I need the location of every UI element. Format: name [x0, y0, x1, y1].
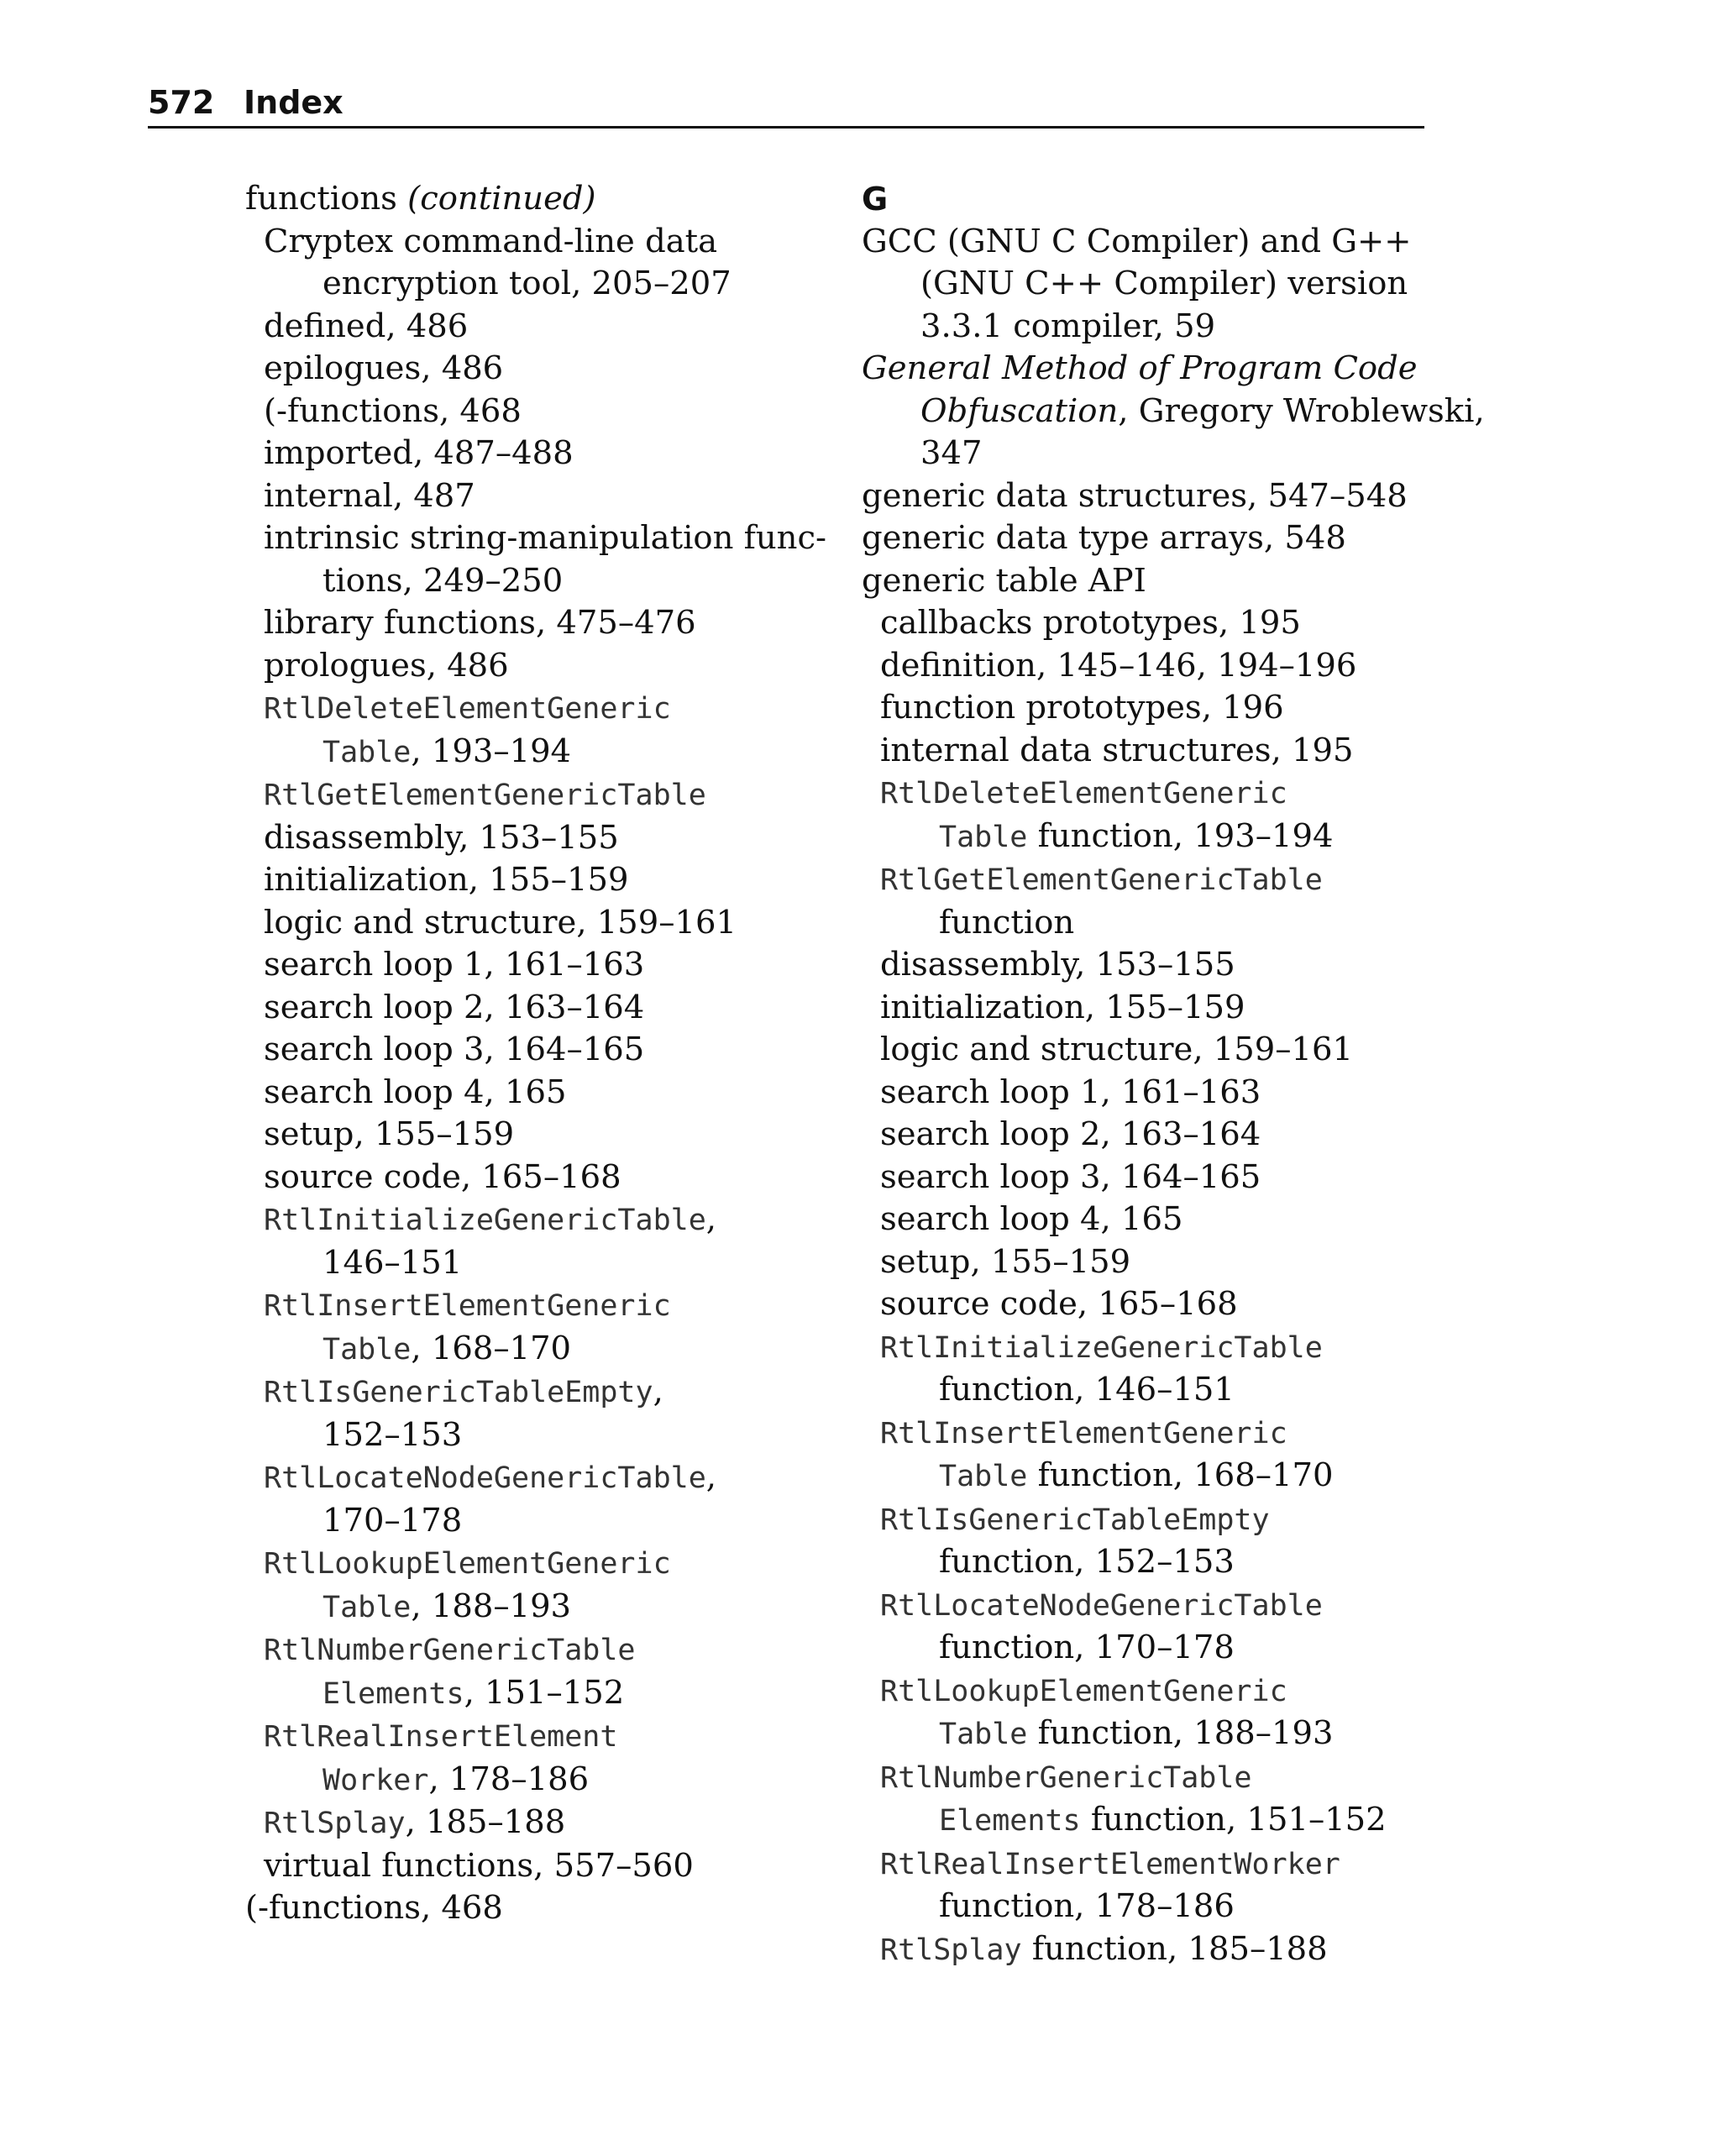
- index-entry: [862, 1756, 1433, 1843]
- entry-text: source code, 165–168: [264, 1157, 621, 1196]
- entry-text: 170–178: [322, 1501, 463, 1540]
- index-entry: [245, 1542, 850, 1629]
- index-entry: [245, 1802, 850, 1845]
- entry-text: function, 185–188: [1021, 1929, 1328, 1968]
- index-letter-heading: G: [862, 181, 889, 218]
- entry-text: encryption tool, 205–207: [322, 265, 732, 302]
- index-entry: [245, 306, 850, 349]
- code-term: RtlIsGenericTableEmpty: [264, 1376, 653, 1409]
- index-entry: [245, 645, 850, 688]
- entry-text: tions, 249–250: [322, 561, 564, 600]
- index-entry: [245, 1072, 850, 1115]
- entry-text: disassembly, 153–155: [880, 946, 1235, 984]
- page-number: 572: [148, 84, 215, 121]
- entry-text: ,: [653, 1372, 663, 1410]
- code-term: Table: [939, 820, 1028, 854]
- index-entry: [245, 774, 850, 817]
- index-entry: [245, 1114, 850, 1157]
- entry-text: search loop 4, 165: [264, 1073, 567, 1111]
- entry-text: definition, 145–146, 194–196: [880, 646, 1357, 685]
- italic-term: (continued): [407, 180, 596, 218]
- code-term: Elements: [322, 1676, 464, 1711]
- index-entry: [862, 1412, 1433, 1498]
- entry-text: virtual functions, 557–560: [264, 1846, 694, 1885]
- code-term: RtlLookupElementGeneric: [264, 1547, 671, 1581]
- index-entry: [245, 221, 850, 306]
- code-term: RtlLookupElementGeneric: [880, 1674, 1287, 1708]
- entry-text: function, 170–178: [939, 1629, 1235, 1666]
- entry-text: function, 151–152: [1080, 1801, 1387, 1839]
- index-entry: [862, 1029, 1433, 1072]
- entry-text: search loop 4, 165: [880, 1200, 1183, 1238]
- index-entry: [862, 348, 1485, 475]
- code-term: RtlSplay: [880, 1933, 1022, 1967]
- entry-text: , 168–170: [411, 1329, 572, 1367]
- entry-text: ,: [705, 1458, 717, 1496]
- entry-text: function: [939, 903, 1075, 942]
- index-entry: [245, 475, 850, 518]
- entry-text: , Gregory Wroblewski,: [1118, 391, 1485, 430]
- code-term: Elements: [939, 1804, 1081, 1838]
- entry-text: , 178–186: [428, 1760, 590, 1798]
- index-entry: [862, 1498, 1433, 1584]
- italic-term: General Method of Program Code: [862, 349, 1418, 387]
- index-column-right: [862, 178, 1485, 1971]
- entry-text: library functions, 475–476: [264, 604, 696, 642]
- code-term: RtlDeleteElementGeneric: [880, 777, 1287, 810]
- code-term: RtlDeleteElementGeneric: [264, 692, 671, 726]
- index-entry-list: [245, 178, 850, 1930]
- entry-text: setup, 155–159: [880, 1242, 1131, 1281]
- entry-text: search loop 2, 163–164: [880, 1115, 1261, 1153]
- entry-text: callbacks prototypes, 195: [880, 604, 1301, 642]
- index-entry: [245, 1715, 850, 1802]
- index-entry: [862, 602, 1433, 645]
- entry-text: function, 178–186: [939, 1887, 1235, 1925]
- entry-text: initialization, 155–159: [880, 988, 1245, 1026]
- entry-text: search loop 3, 164–165: [880, 1157, 1261, 1196]
- entry-text: internal data structures, 195: [880, 731, 1354, 769]
- index-entry: [245, 987, 850, 1030]
- index-entry: [862, 1326, 1433, 1412]
- page-header: [148, 81, 1424, 129]
- entry-text: search loop 1, 161–163: [264, 946, 645, 984]
- index-entry: [245, 348, 850, 391]
- index-entry: [245, 433, 850, 475]
- entry-text: function, 146–151: [939, 1371, 1235, 1408]
- entry-text: ,: [705, 1200, 717, 1238]
- entry-text: logic and structure, 159–161: [264, 903, 737, 942]
- code-term: Worker: [322, 1763, 429, 1797]
- index-entry: [245, 602, 850, 645]
- code-term: Table: [322, 735, 412, 769]
- index-entry: [245, 178, 850, 221]
- code-term: RtlGetElementGenericTable: [880, 863, 1323, 897]
- entry-text: generic table API: [862, 561, 1146, 600]
- entry-text: prologues, 486: [264, 646, 509, 685]
- code-term: RtlInsertElementGeneric: [880, 1416, 1287, 1450]
- entry-text: Cryptex command-line data: [264, 222, 718, 260]
- entry-text: functions: [245, 180, 408, 218]
- index-entry: [245, 687, 850, 774]
- entry-text: GCC (GNU C Compiler) and G++: [862, 222, 1412, 260]
- entry-text: intrinsic string-manipulation func-: [264, 519, 827, 557]
- index-entry: [245, 391, 850, 433]
- code-term: Table: [322, 1332, 412, 1367]
- code-term: RtlInitializeGenericTable: [264, 1204, 706, 1237]
- entry-text: setup, 155–159: [264, 1115, 515, 1153]
- index-entry: [862, 987, 1433, 1030]
- index-entry-list: [862, 221, 1485, 1972]
- index-entry: [862, 858, 1433, 944]
- index-entry: [862, 645, 1433, 688]
- index-entry: [245, 1029, 850, 1072]
- page-section-title: Index: [244, 84, 343, 121]
- code-term: Table: [322, 1590, 412, 1624]
- index-entry: [245, 1199, 850, 1284]
- entry-text: logic and structure, 159–161: [880, 1031, 1354, 1068]
- index-entry: [245, 1887, 850, 1930]
- code-term: RtlRealInsertElementWorker: [880, 1847, 1340, 1881]
- entry-text: (GNU C++ Compiler) version: [920, 265, 1408, 302]
- index-entry: [862, 1072, 1433, 1115]
- entry-text: (-functions, 468: [245, 1889, 503, 1927]
- index-entry: [862, 730, 1433, 773]
- index-entry: [245, 944, 850, 987]
- code-term: Table: [939, 1460, 1028, 1493]
- index-entry: [862, 517, 1433, 560]
- entry-text: , 185–188: [405, 1803, 566, 1841]
- code-term: RtlGetElementGenericTable: [264, 779, 706, 812]
- entry-text: generic data structures, 547–548: [862, 476, 1408, 515]
- entry-text: 152–153: [322, 1415, 463, 1454]
- index-entry: [862, 1584, 1433, 1670]
- entry-text: 347: [920, 434, 983, 472]
- index-entry: [862, 772, 1433, 858]
- code-term: RtlNumberGenericTable: [880, 1760, 1252, 1795]
- entry-text: epilogues, 486: [264, 349, 504, 387]
- index-entry: [862, 944, 1433, 987]
- code-term: RtlInitializeGenericTable: [880, 1330, 1323, 1365]
- entry-text: disassembly, 153–155: [264, 818, 619, 857]
- entry-text: , 188–193: [411, 1587, 572, 1625]
- index-entry: [245, 1284, 850, 1371]
- index-entry: [862, 1199, 1433, 1241]
- entry-text: 146–151: [322, 1243, 463, 1282]
- entry-text: , 193–194: [411, 732, 572, 770]
- index-entry: [862, 1114, 1433, 1157]
- index-entry: [862, 1928, 1433, 1972]
- index-entry: [245, 1845, 850, 1888]
- entry-text: imported, 487–488: [264, 434, 574, 472]
- entry-text: generic data type arrays, 548: [862, 519, 1346, 557]
- index-entry: [245, 1371, 850, 1456]
- code-term: Table: [939, 1718, 1028, 1751]
- index-entry: [245, 817, 850, 860]
- code-term: RtlNumberGenericTable: [264, 1634, 636, 1667]
- entry-text: 3.3.1 compiler, 59: [920, 307, 1216, 345]
- entry-text: function, 152–153: [939, 1543, 1235, 1581]
- code-term: RtlSplay: [264, 1807, 406, 1840]
- entry-text: function prototypes, 196: [880, 689, 1284, 727]
- entry-text: search loop 3, 164–165: [264, 1031, 645, 1068]
- code-term: RtlInsertElementGeneric: [264, 1289, 671, 1323]
- entry-text: source code, 165–168: [880, 1285, 1238, 1323]
- code-term: RtlIsGenericTableEmpty: [880, 1503, 1270, 1537]
- code-term: RtlLocateNodeGenericTable: [880, 1588, 1323, 1623]
- entry-text: function, 188–193: [1027, 1714, 1334, 1752]
- code-term: RtlRealInsertElement: [264, 1720, 618, 1754]
- index-entry: [862, 1843, 1433, 1928]
- code-term: RtlLocateNodeGenericTable: [264, 1461, 706, 1495]
- entry-text: (-functions, 468: [264, 391, 522, 430]
- index-entry: [245, 1456, 850, 1542]
- index-entry: [862, 560, 1433, 603]
- entry-text: defined, 486: [264, 307, 469, 345]
- entry-text: search loop 2, 163–164: [264, 988, 645, 1026]
- index-entry: [862, 221, 1433, 349]
- entry-text: internal, 487: [264, 476, 475, 515]
- index-entry: [862, 475, 1433, 518]
- index-entry: [862, 1241, 1433, 1284]
- index-entry: [245, 1629, 850, 1715]
- italic-term: Obfuscation: [920, 391, 1119, 430]
- entry-text: initialization, 155–159: [264, 861, 629, 899]
- index-entry: [245, 902, 850, 945]
- index-entry: [245, 517, 850, 602]
- index-entry: [862, 1670, 1433, 1756]
- index-entry: [245, 859, 850, 902]
- entry-text: function, 193–194: [1027, 816, 1334, 855]
- index-entry: [862, 1157, 1433, 1199]
- entry-text: function, 168–170: [1027, 1456, 1334, 1494]
- index-column-left: [245, 178, 850, 1930]
- index-entry: [245, 1157, 850, 1199]
- index-entry: [862, 687, 1433, 730]
- index-entry: [862, 1283, 1433, 1326]
- entry-text: search loop 1, 161–163: [880, 1073, 1261, 1111]
- entry-text: , 151–152: [464, 1673, 625, 1712]
